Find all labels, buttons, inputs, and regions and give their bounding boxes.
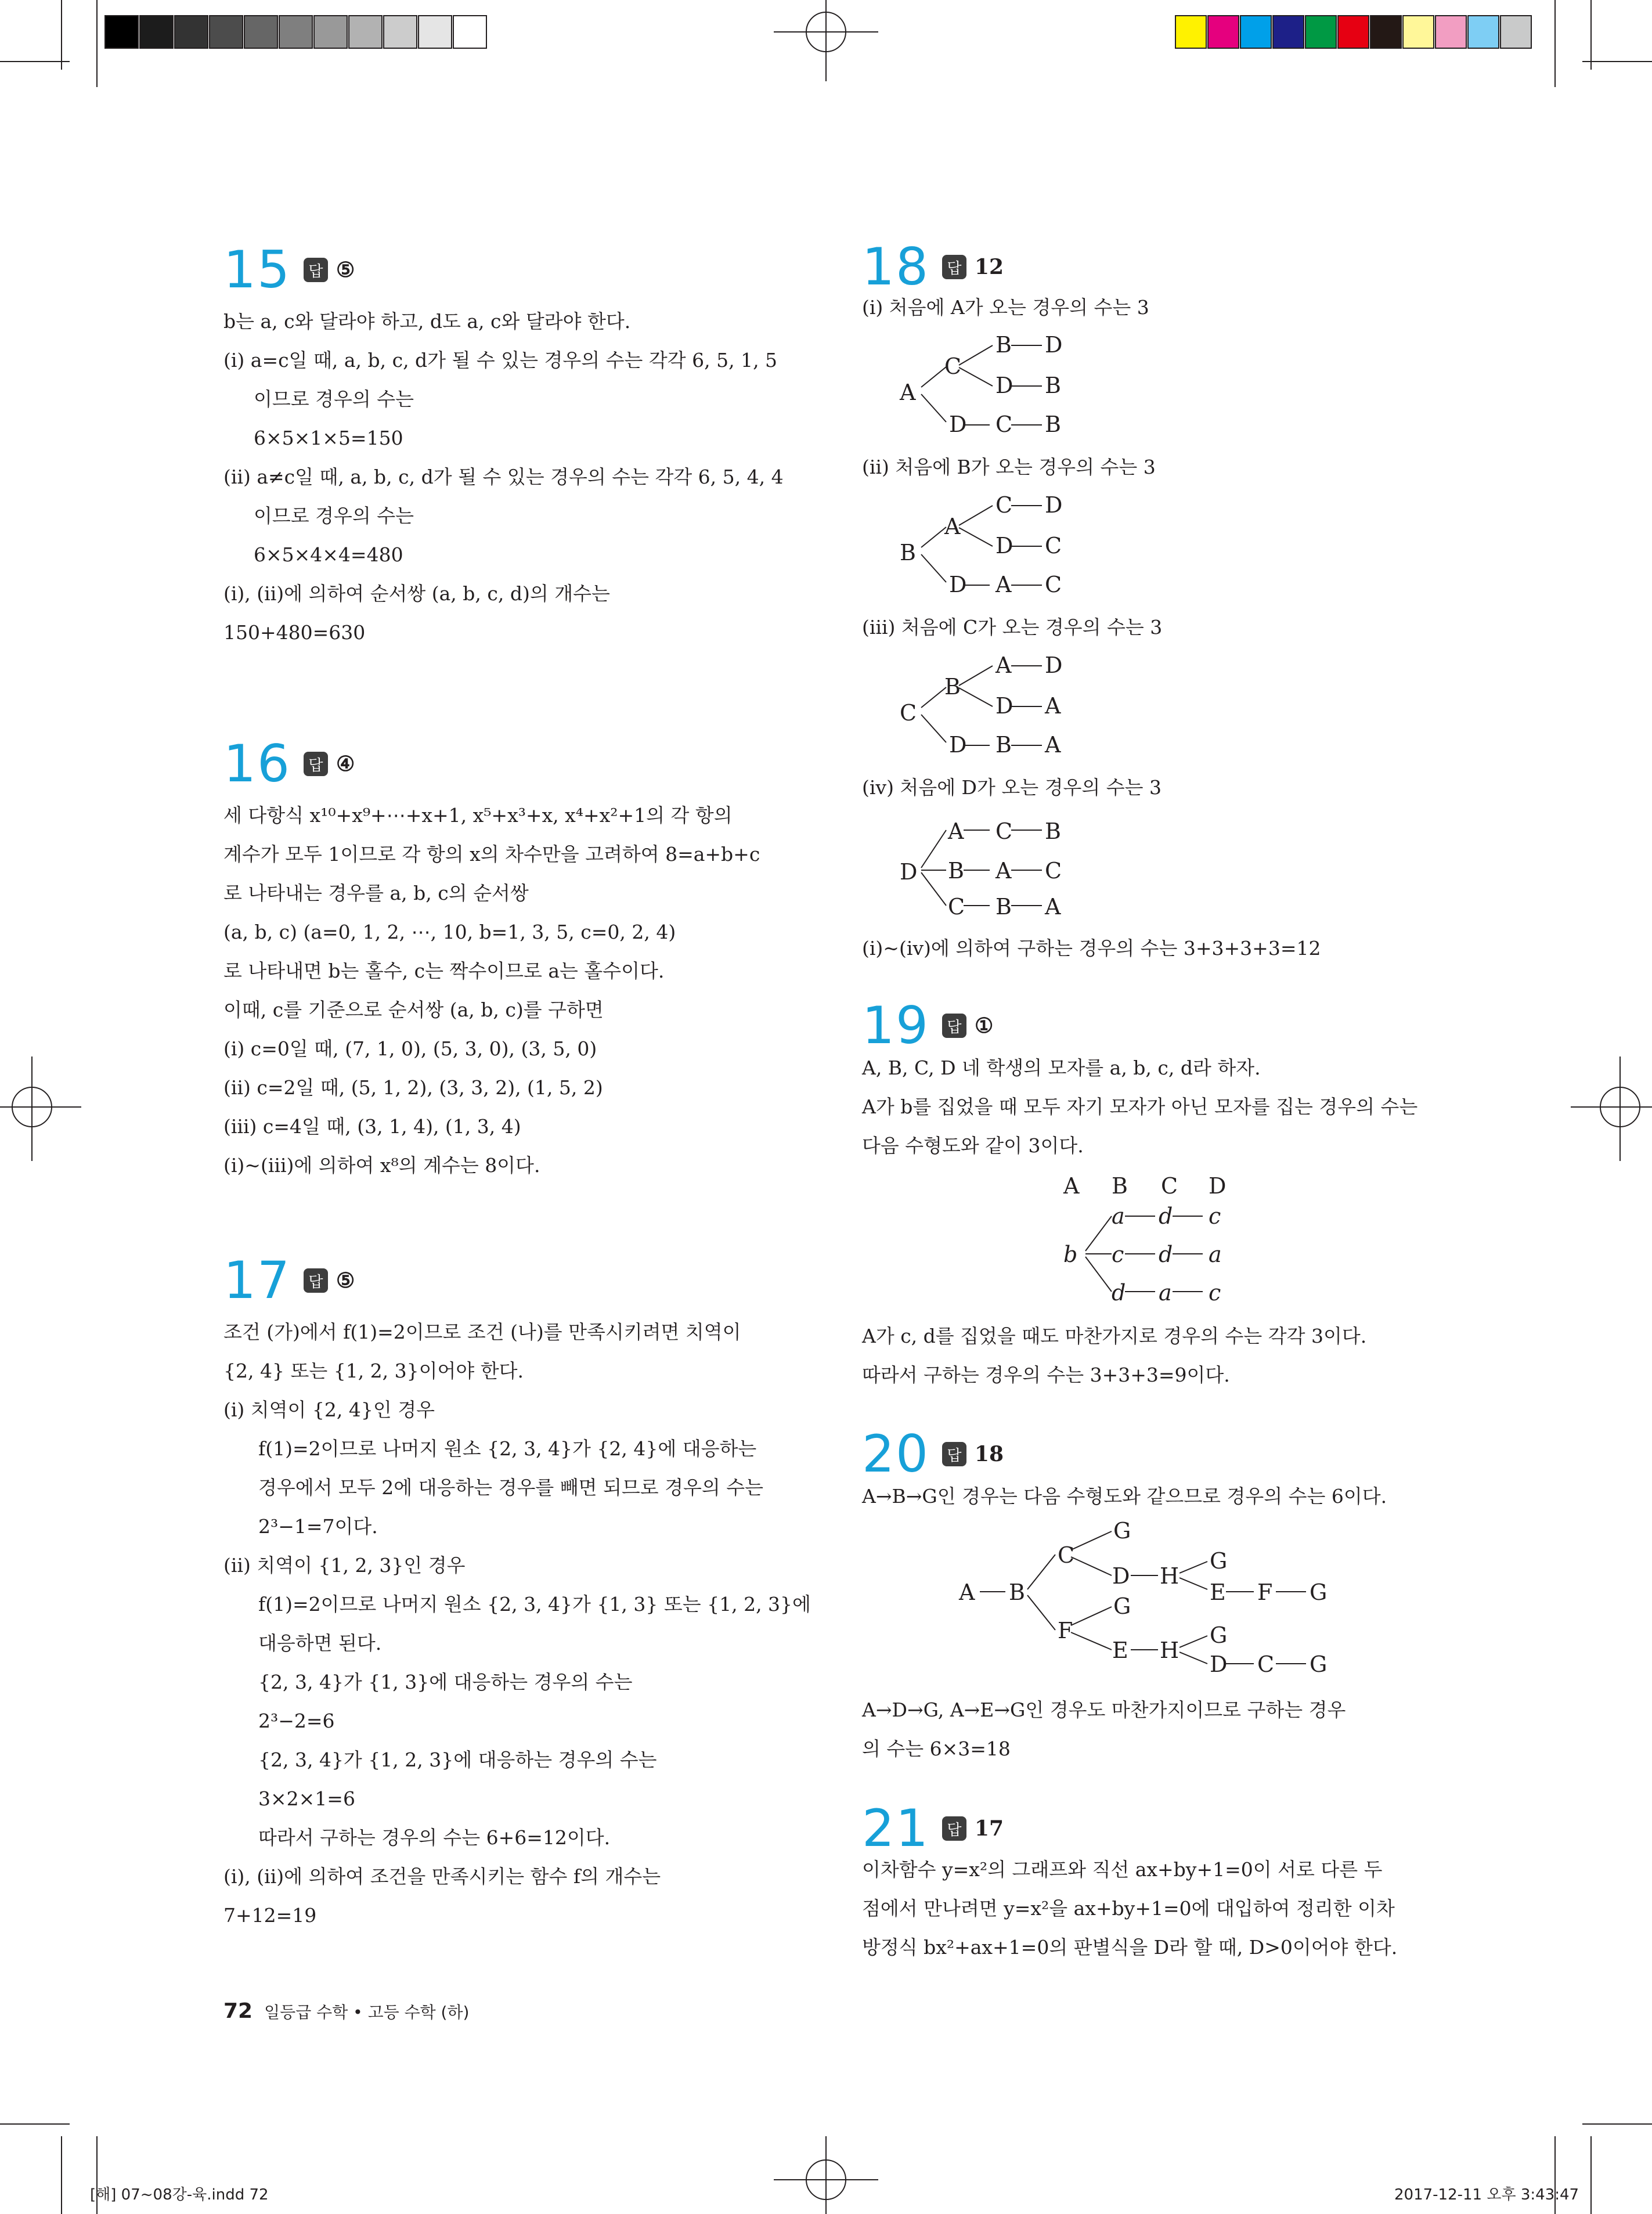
- question-number: 18: [862, 237, 929, 297]
- solution-line: 따라서 구하는 경우의 수는 3+3+3=9이다.: [862, 1364, 1230, 1386]
- tree-node: D: [949, 732, 967, 758]
- solution-line: 6×5×4×4=480: [254, 543, 403, 566]
- tree-node: G: [1310, 1580, 1328, 1605]
- solution-line: (ⅰ)~(ⅲ)에 의하여 x⁸의 계수는 8이다.: [223, 1154, 540, 1177]
- print-timestamp: 2017-12-11 오후 3:43:47: [1394, 2186, 1579, 2204]
- tree-node: B: [1009, 1580, 1025, 1605]
- tree-node: A: [948, 818, 964, 844]
- tree-node: B: [900, 540, 916, 565]
- tree-node: C: [900, 700, 917, 726]
- tree-diagram-d: [897, 810, 1071, 926]
- tree-node: D: [1045, 652, 1063, 678]
- tree-node: A: [1045, 732, 1061, 758]
- tree-node: C: [1257, 1652, 1275, 1677]
- tree-node: D: [1045, 332, 1063, 358]
- question-number: 17: [223, 1250, 291, 1310]
- solution-line: (ⅰ), (ⅱ)에 의하여 순서쌍 (a, b, c, d)의 개수는: [223, 582, 610, 605]
- tree-node: G: [1113, 1593, 1131, 1619]
- solution-line: A가 b를 집었을 때 모두 자기 모자가 아닌 모자를 집는 경우의 수는: [862, 1095, 1418, 1118]
- question-number: 19: [862, 996, 929, 1055]
- question-15: [223, 238, 810, 652]
- tree-node: C: [995, 492, 1013, 518]
- tree-node: B: [1045, 412, 1061, 437]
- solution-line: 의 수는 6×3=18: [862, 1737, 1011, 1760]
- answer-value: ⑤: [336, 258, 355, 282]
- solution-line: 6×5×1×5=150: [254, 427, 403, 449]
- solution-line: 7+12=19: [223, 1904, 317, 1927]
- solution-line: (ⅰ) c=0일 때, (7, 1, 0), (5, 3, 0), (3, 5, 0): [223, 1037, 597, 1060]
- solution-line: (ⅰ), (ⅱ)에 의하여 조건을 만족시키는 함수 f의 개수는: [223, 1865, 661, 1888]
- case-line: (ⅱ) 처음에 B가 오는 경우의 수는 3: [862, 456, 1156, 478]
- tree-node: C: [1045, 858, 1062, 884]
- answer-value: 18: [974, 1442, 1004, 1466]
- answer-value: ①: [974, 1014, 994, 1038]
- answer-badge: 답: [304, 258, 328, 282]
- tree-node: G: [1210, 1622, 1228, 1648]
- tree-node: A: [995, 858, 1012, 884]
- tree-header: A: [1063, 1173, 1080, 1199]
- solution-line: 로 나타내는 경우를 a, b, c의 순서쌍: [223, 882, 529, 904]
- tree-node: D: [1210, 1652, 1228, 1677]
- solution-line: 이므로 경우의 수는: [254, 504, 414, 527]
- solution-line: 대응하면 된다.: [258, 1632, 382, 1654]
- solution-line: (a, b, c) (a=0, 1, 2, ⋯, 10, b=1, 3, 5, c=0, 2, 4): [223, 921, 676, 943]
- tree-node: c: [1209, 1280, 1221, 1306]
- solution-line: f(1)=2이므로 나머지 원소 {2, 3, 4}가 {1, 3} 또는 {1, 2, 3}에: [258, 1593, 811, 1616]
- solution-line: A, B, C, D 네 학생의 모자를 a, b, c, d라 하자.: [862, 1056, 1261, 1079]
- tree-node: E: [1112, 1638, 1128, 1663]
- tree-node: D: [949, 572, 967, 597]
- solution-line: 3×2×1=6: [258, 1787, 355, 1810]
- solution-line: (ⅱ) 치역이 {1, 2, 3}인 경우: [223, 1554, 466, 1577]
- tree-node: C: [1045, 572, 1062, 597]
- tree-node: D: [900, 859, 918, 885]
- solution-line: (ⅱ) c=2일 때, (5, 1, 2), (3, 3, 2), (1, 5, 2): [223, 1076, 603, 1099]
- solution-line: 세 다항식 x¹⁰+x⁹+⋯+x+1, x⁵+x³+x, x⁴+x²+1의 각 항의: [223, 804, 733, 827]
- question-17: [223, 1249, 810, 1935]
- tree-node: A: [900, 380, 916, 405]
- solution-line: 따라서 구하는 경우의 수는 6+6=12이다.: [258, 1826, 611, 1849]
- tree-node: A: [995, 652, 1012, 678]
- solution-line: 다음 수형도와 같이 3이다.: [862, 1134, 1084, 1157]
- tree-node: B: [995, 732, 1012, 758]
- tree-node: A: [995, 572, 1012, 597]
- left-column: [223, 238, 810, 1935]
- tree-node: B: [1045, 373, 1061, 398]
- tree-node: B: [995, 894, 1012, 920]
- case-line: (ⅳ) 처음에 D가 오는 경우의 수는 3: [862, 776, 1162, 799]
- tree-node: d: [1112, 1280, 1126, 1306]
- route-tree-diagram: [958, 1515, 1341, 1683]
- answer-value: 12: [974, 255, 1004, 279]
- tree-node: d: [1159, 1242, 1173, 1267]
- tree-node: G: [1210, 1548, 1228, 1574]
- tree-node: H: [1160, 1638, 1180, 1663]
- tree-header: D: [1209, 1173, 1227, 1199]
- tree-node: c: [1209, 1203, 1221, 1229]
- tree-node: C: [995, 412, 1013, 437]
- solution-line: 점에서 만나려면 y=x²을 ax+by+1=0에 대입하여 정리한 이차: [862, 1897, 1395, 1920]
- tree-node: D: [995, 373, 1013, 398]
- tree-node: a: [1209, 1242, 1222, 1267]
- tree-diagram-a: [897, 329, 1071, 445]
- case-line: (ⅲ) 처음에 C가 오는 경우의 수는 3: [862, 616, 1163, 639]
- solution-line: 이때, c를 기준으로 순서쌍 (a, b, c)를 구하면: [223, 998, 604, 1021]
- tree-node: d: [1159, 1203, 1173, 1229]
- tree-node: B: [995, 332, 1012, 358]
- solution-line: {2, 4} 또는 {1, 2, 3}이어야 한다.: [223, 1360, 524, 1382]
- question-number: 15: [223, 240, 291, 300]
- tree-node: B: [948, 858, 964, 884]
- page-number: 72: [223, 1999, 253, 2023]
- tree-node: b: [1063, 1242, 1078, 1267]
- answer-value: ⑤: [336, 1268, 355, 1293]
- answer-badge: 답: [942, 255, 966, 279]
- solution-line: 150+480=630: [223, 621, 366, 644]
- tree-node: A: [959, 1580, 975, 1605]
- tree-node: D: [995, 693, 1013, 719]
- solution-line: (ⅰ) 치역이 {2, 4}인 경우: [223, 1398, 435, 1421]
- hat-tree-diagram: [1056, 1173, 1242, 1312]
- answer-badge: 답: [942, 1442, 966, 1466]
- solution-line: f(1)=2이므로 나머지 원소 {2, 3, 4}가 {2, 4}에 대응하는: [258, 1437, 757, 1460]
- tree-node: A: [1045, 894, 1061, 920]
- tree-diagram-b: [897, 489, 1071, 605]
- tree-node: A: [1045, 693, 1061, 719]
- tree-node: C: [944, 354, 962, 379]
- tree-node: F: [1257, 1580, 1273, 1605]
- solution-line: 경우에서 모두 2에 대응하는 경우를 빼면 되므로 경우의 수는: [258, 1476, 763, 1499]
- tree-node: C: [995, 818, 1013, 844]
- solution-line: A가 c, d를 집었을 때도 마찬가지로 경우의 수는 각각 3이다.: [862, 1325, 1367, 1347]
- answer-badge: 답: [304, 1268, 328, 1293]
- case-line: (ⅰ) 처음에 A가 오는 경우의 수는 3: [862, 296, 1149, 319]
- solution-line: {2, 3, 4}가 {1, 3}에 대응하는 경우의 수는: [258, 1671, 633, 1693]
- tree-node: G: [1113, 1518, 1131, 1544]
- book-title: 일등급 수학 • 고등 수학 (하): [264, 2003, 470, 2022]
- tree-node: a: [1159, 1280, 1172, 1306]
- solution-line: (ⅲ) c=4일 때, (3, 1, 4), (1, 3, 4): [223, 1115, 521, 1138]
- solution-line: A→D→G, A→E→G인 경우도 마찬가지이므로 구하는 경우: [862, 1699, 1346, 1721]
- solution-line: 로 나타내면 b는 홀수, c는 짝수이므로 a는 홀수이다.: [223, 960, 665, 982]
- solution-line: (ⅰ) a=c일 때, a, b, c, d가 될 수 있는 경우의 수는 각각 6, 5, 1, 5: [223, 349, 778, 372]
- tree-header: B: [1112, 1173, 1128, 1199]
- solution-line: (ⅱ) a≠c일 때, a, b, c, d가 될 수 있는 경우의 수는 각각 6, 5, 4, 4: [223, 466, 784, 488]
- tree-node: G: [1310, 1652, 1328, 1677]
- page-footer: [223, 1999, 469, 2023]
- solution-line: 방정식 bx²+ax+1=0의 판별식을 D라 할 때, D>0이어야 한다.: [862, 1936, 1398, 1959]
- tree-node: c: [1112, 1242, 1124, 1267]
- solution-line: b는 a, c와 달라야 하고, d도 a, c와 달라야 한다.: [223, 310, 631, 333]
- question-number: 20: [862, 1424, 929, 1484]
- tree-node: C: [1045, 533, 1062, 558]
- tree-node: D: [949, 412, 967, 437]
- tree-node: D: [1045, 492, 1063, 518]
- tree-node: B: [1045, 818, 1061, 844]
- tree-node: a: [1112, 1203, 1125, 1229]
- tree-node: D: [995, 533, 1013, 558]
- answer-badge: 답: [942, 1014, 966, 1038]
- solution-line: 2³−1=7이다.: [258, 1515, 378, 1538]
- tree-node: D: [1112, 1563, 1130, 1589]
- solution-line: 계수가 모두 1이므로 각 항의 x의 차수만을 고려하여 8=a+b+c: [223, 843, 760, 866]
- solution-line: 2³−2=6: [258, 1710, 335, 1732]
- tree-node: H: [1160, 1563, 1180, 1589]
- question-number: 21: [862, 1798, 929, 1858]
- solution-line: A→B→G인 경우는 다음 수형도와 같으므로 경우의 수는 6이다.: [862, 1485, 1387, 1508]
- tree-header: C: [1161, 1173, 1178, 1199]
- solution-line: 이차함수 y=x²의 그래프와 직선 ax+by+1=0이 서로 다른 두: [862, 1858, 1383, 1881]
- tree-node: C: [948, 894, 965, 920]
- tree-diagram-c: [897, 650, 1071, 766]
- answer-badge: 답: [304, 752, 328, 776]
- tree-node: A: [944, 514, 961, 539]
- question-number: 16: [223, 734, 291, 794]
- answer-value: 17: [974, 1816, 1004, 1841]
- conclusion-line: (ⅰ)~(ⅳ)에 의하여 구하는 경우의 수는 3+3+3+3=12: [862, 937, 1321, 960]
- tree-node: F: [1058, 1618, 1073, 1643]
- answer-value: ④: [336, 752, 355, 776]
- solution-line: 이므로 경우의 수는: [254, 388, 414, 410]
- answer-badge: 답: [942, 1816, 966, 1841]
- tree-node: C: [1058, 1542, 1075, 1568]
- tree-node: E: [1210, 1580, 1226, 1605]
- solution-line: 조건 (가)에서 f(1)=2이므로 조건 (나)를 만족시키려면 치역이: [223, 1321, 741, 1343]
- question-16: [223, 732, 810, 1185]
- solution-line: {2, 3, 4}가 {1, 2, 3}에 대응하는 경우의 수는: [258, 1748, 657, 1771]
- tree-node: B: [944, 674, 961, 699]
- file-info: [해] 07~08강-육.indd 72: [90, 2186, 269, 2204]
